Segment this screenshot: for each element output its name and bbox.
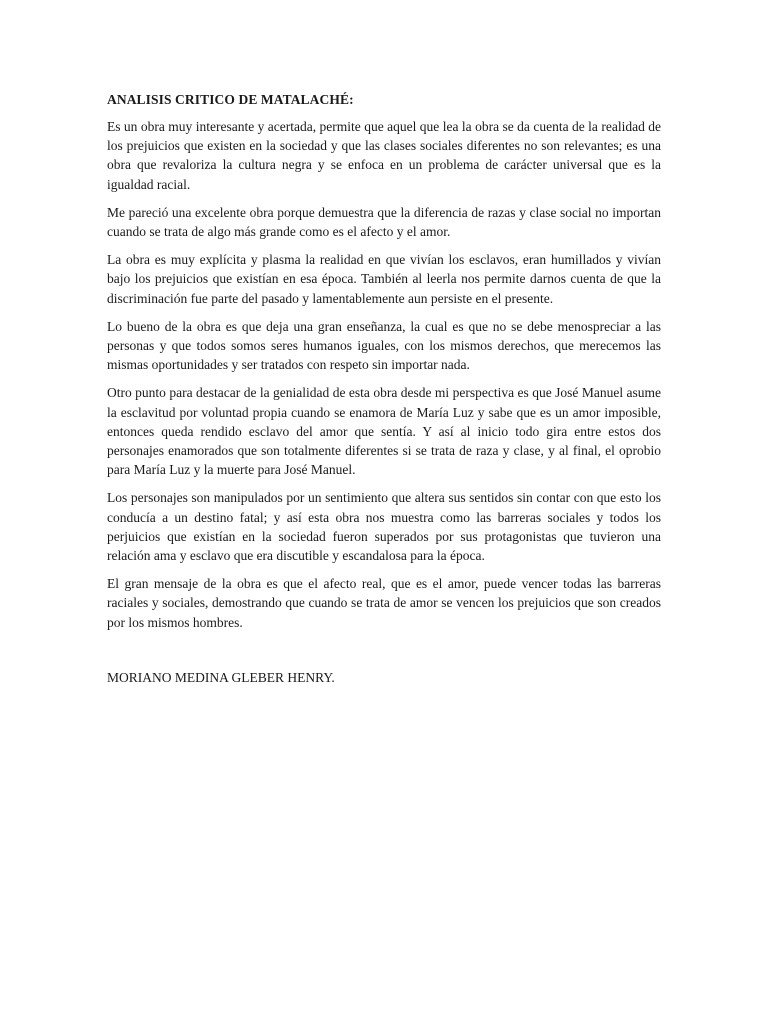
paragraph-1: Es un obra muy interesante y acertada, permite que aquel que lea la obra se da cuenta de la realidad de los prejuicios que existen en la sociedad y que las clases sociales diferentes no son relevantes; es una obra que revaloriza la cultura negra y se enfoca en un problema de carácter universal que es la igualdad racial. — [107, 119, 661, 192]
paragraph-7: El gran mensaje de la obra es que el afecto real, que es el amor, puede vencer todas las barreras raciales y sociales, demostrando que cuando se trata de amor se vencen los prejuicios que son creados por los mismos hombres. — [107, 576, 661, 630]
document-page — [107, 90, 661, 687]
paragraph-6: Los personajes son manipulados por un sentimiento que altera sus sentidos sin contar con que esto los conducía a un destino fatal; y así esta obra nos muestra como las barreras sociales y todos los perjuicios que existían en la sociedad fueron superados por sus protagonistas que tuvieron una relación ama y esclavo que era discutible y escandalosa para la época. — [107, 490, 661, 564]
paragraph-5: Otro punto para destacar de la genialidad de esta obra desde mi perspectiva es que José Manuel asume la esclavitud por voluntad propia cuando se enamora de María Luz y sabe que es un amor imposible, entonces queda rendido esclavo del amor que sentía. Y así al inicio todo gira entre estos dos personajes enamorados que son totalmente diferentes si se trata de raza y clase, y al final, el oprobio para María Luz y la muerte para José Manuel. — [107, 385, 661, 478]
paragraph-2: Me pareció una excelente obra porque demuestra que la diferencia de razas y clase social no importan cuando se trata de algo más grande como es el afecto y el amor. — [107, 204, 661, 240]
author-signature: MORIANO MEDINA GLEBER HENRY. — [107, 669, 335, 685]
paragraph-4: Lo bueno de la obra es que deja una gran enseñanza, la cual es que no se debe menospreciar a las personas y que todos somos seres humanos iguales, con los mismos derechos, que merecemos las mismas oportunidades y ser tratados con respeto sin importar nada. — [107, 318, 661, 373]
document-title: ANALISIS CRITICO DE MATALACHÉ: — [107, 92, 354, 107]
paragraph-3: La obra es muy explícita y plasma la realidad en que vivían los esclavos, eran humillados y vivían bajo los prejuicios que existían en esa época. También al leerla nos permite darnos cuenta de que la discriminación fue parte del pasado y lamentablemente aun persiste en el presente. — [107, 252, 661, 306]
